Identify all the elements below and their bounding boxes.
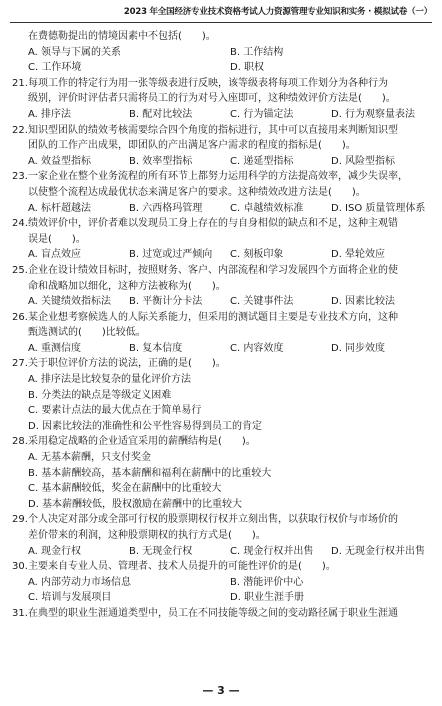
question-stem: 某企业想考察候选人的人际关系能力，但采用的测试题目主要是专业技术方向，这种 — [28, 311, 398, 323]
option-b: B. 潜能评价中心 — [230, 576, 304, 588]
question-24 — [12, 216, 432, 263]
option-c: C. 内容效度 — [230, 342, 284, 354]
option-a: A. 效益型指标 — [28, 155, 92, 167]
question-stem: 绩效评价中，评价者难以发现员工身上存在的与自身相似的缺点和不足，这种主观错 — [28, 218, 398, 230]
question-stem: 主要来自专业人员、管理者、技术人员提升的可能性评价的是( )。 — [28, 561, 336, 573]
option-c: C. 工作环境 — [28, 62, 82, 74]
header-title: 2023 年全国经济专业技术资格考试人力资源管理专业知识和实务 · 模拟试卷（一） — [123, 7, 432, 17]
option-b: B. 无现金行权 — [129, 545, 193, 557]
question-stem-cont: 团队的工作产出成果，即团队的产出满足客户需求的程度的指标是( )。 — [28, 140, 356, 152]
page-header — [0, 0, 442, 22]
question-number: 21. — [12, 77, 28, 89]
option-d: D. 无现金行权并出售 — [331, 545, 426, 557]
option-d: D. 行为观察量表法 — [331, 108, 416, 120]
option-c: C. 刻板印象 — [230, 249, 284, 261]
option-d: D. 因素比较法的准确性和公平性容易得到员工的肯定 — [28, 420, 263, 432]
question-stem: 个人决定对部分或全部可行权的股票期权行权并立刻出售，以获取行权价与市场价的 — [28, 514, 398, 526]
question-list — [12, 29, 432, 622]
question-stem: 采用稳定战略的企业适宜采用的薪酬结构是( )。 — [28, 436, 256, 448]
question-stem: 关于职位评价方法的说法，正确的是( )。 — [28, 358, 226, 370]
question-stem: 知识型团队的绩效考核需要综合四个角度的指标进行，其中可以直接用来判断知识型 — [28, 124, 398, 136]
option-a: A. 关键绩效指标法 — [28, 296, 112, 308]
question-27 — [12, 356, 432, 434]
question-stem: 每项工作的特定行为用一张等级表进行反映，该等级表将每项工作划分为各种行为 — [28, 77, 388, 89]
option-b: B. 六西格玛管理 — [129, 202, 203, 214]
question-21 — [12, 76, 432, 123]
option-c: C. 要素计点法的最大优点在于简单易行 — [28, 405, 202, 417]
option-a: A. 排序法 — [28, 108, 72, 120]
option-a: A. 领导与下属的关系 — [28, 46, 122, 58]
question-number: 29. — [12, 514, 28, 526]
option-a: A. 无基本薪酬，只支付奖金 — [28, 452, 152, 464]
question-23 — [12, 169, 432, 216]
option-c: C. 递延型指标 — [230, 155, 294, 167]
option-b: B. 配对比较法 — [129, 108, 193, 120]
option-d: D. 同步效度 — [331, 342, 386, 354]
option-c: C. 行为锚定法 — [230, 108, 294, 120]
option-a: A. 标杆超越法 — [28, 202, 92, 214]
option-c: C. 现金行权并出售 — [230, 545, 314, 557]
option-b: B. 复本信度 — [129, 342, 183, 354]
question-29 — [12, 512, 432, 559]
option-d: D. ISO 质量管理体系 — [331, 202, 426, 214]
question-22 — [12, 123, 432, 170]
question-number: 27. — [12, 358, 28, 370]
header-divider — [10, 22, 432, 23]
question-number: 25. — [12, 264, 28, 276]
option-a: A. 排序法是比较复杂的量化评价方法 — [28, 374, 192, 386]
option-d: D. 风险型指标 — [331, 155, 396, 167]
question-number: 31. — [12, 607, 28, 619]
option-c: C. 基本薪酬较低，奖金在薪酬中的比重较大 — [28, 483, 222, 495]
option-b: B. 基本薪酬较高，基本薪酬和福利在薪酬中的比重较大 — [28, 467, 272, 479]
question-26 — [12, 310, 432, 357]
question-stem-cont: 命和战略加以细化，这种方法被称为( )。 — [28, 280, 226, 292]
option-b: B. 过宽或过严倾向 — [129, 249, 213, 261]
option-a: A. 重测信度 — [28, 342, 82, 354]
option-a: A. 现金行权 — [28, 545, 82, 557]
option-c: C. 卓越绩效标准 — [230, 202, 304, 214]
question-20-tail — [12, 29, 432, 76]
question-30 — [12, 559, 432, 606]
question-stem-cont: 差价带来的利润，这种股票期权的执行方式是( )。 — [28, 530, 266, 541]
question-stem-cont: 甄选测试的( )比较低。 — [28, 327, 146, 339]
question-stem-cont: 以使整个流程达成最优状态来满足客户的要求。这种绩效改进方法是( )。 — [28, 186, 366, 198]
question-number: 28. — [12, 436, 28, 448]
option-d: D. 职权 — [230, 62, 265, 74]
option-c: C. 培训与发展项目 — [28, 592, 112, 604]
question-28 — [12, 434, 432, 512]
option-d: D. 基本薪酬较低，股权激励在薪酬中的比重较大 — [28, 498, 243, 510]
option-d: D. 因素比较法 — [331, 296, 396, 308]
question-stem: 在典型的职业生涯通道类型中，员工在不同技能等级之间的变动路径属于职业生涯通 — [28, 607, 398, 619]
option-b: B. 分类法的缺点是等级定义困难 — [28, 389, 172, 401]
question-31 — [12, 606, 432, 622]
question-number: 30. — [12, 561, 28, 573]
option-b: B. 平衡计分卡法 — [129, 296, 203, 308]
option-a: A. 内部劳动力市场信息 — [28, 576, 132, 588]
question-number: 22. — [12, 124, 28, 136]
option-a: A. 盲点效应 — [28, 249, 82, 261]
option-c: C. 关键事件法 — [230, 296, 294, 308]
question-stem: 在费德勒提出的情境因素中不包括( )。 — [28, 31, 216, 42]
page-number: — 3 — — [202, 684, 240, 697]
option-d: D. 职业生涯手册 — [230, 592, 305, 604]
question-number: 26. — [12, 311, 28, 323]
question-stem: 企业在设计绩效目标时，按照财务、客户、内部流程和学习发展四个方面将企业的使 — [28, 264, 398, 276]
question-stem-cont: 级别，评价时评估者只需将员工的行为对号入座即可，这种绩效评价方法是( )。 — [28, 93, 396, 105]
option-b: B. 效率型指标 — [129, 155, 193, 167]
question-25 — [12, 263, 432, 310]
question-number: 24. — [12, 218, 28, 230]
option-b: B. 工作结构 — [230, 46, 284, 58]
question-stem-cont: 误是( )。 — [28, 233, 86, 245]
question-number: 23. — [12, 171, 28, 183]
question-stem: 一家企业在整个业务流程的所有环节上都努力运用科学的方法提高效率，减少失误率， — [28, 171, 408, 183]
option-d: D. 晕轮效应 — [331, 249, 386, 261]
